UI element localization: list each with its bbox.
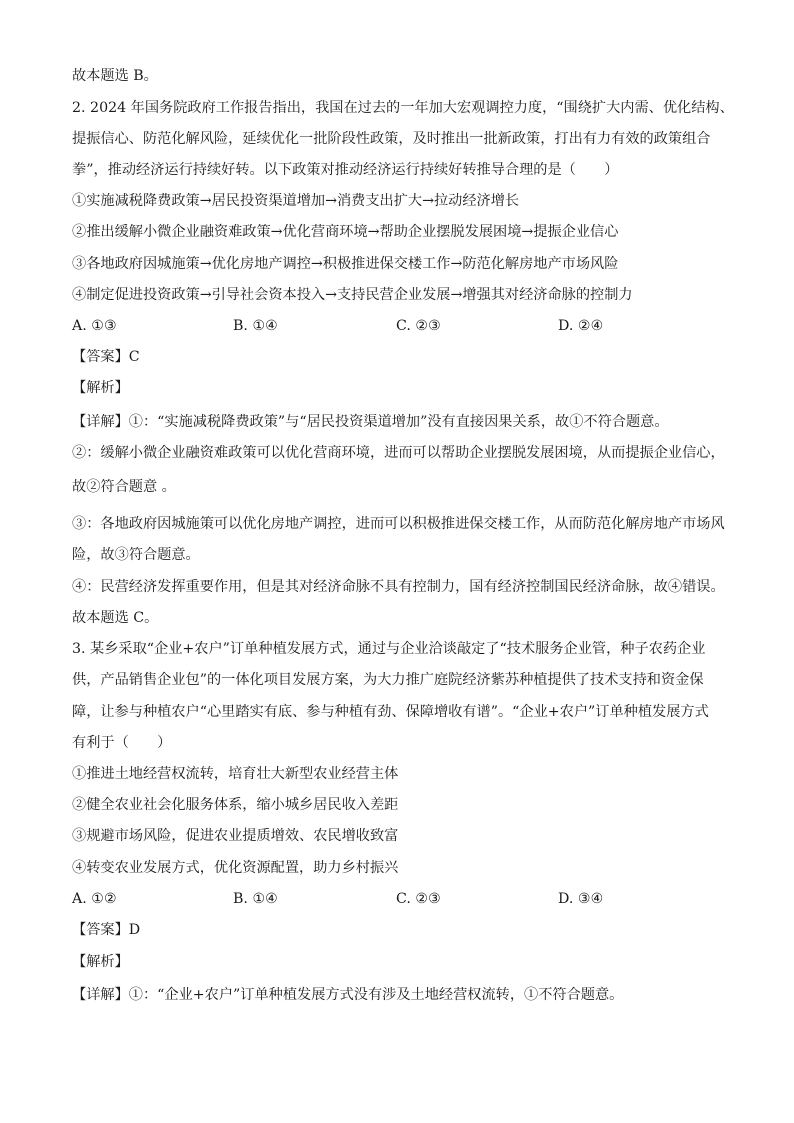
q2-answer [72,347,140,367]
q2-analysis-tag: 【解析】 [72,380,129,396]
q2-option-d: D. ②④ [558,318,604,334]
q2-statement-3: ③各地政府因城施策→优化房地产调控→积极推进保交楼工作→防范化解房地产市场风险 [72,256,619,272]
q3-stem-line-1: 3. 某乡采取“企业+农户”订单种植发展方式，通过与企业洽谈敲定了“技术服务企业管，种子农药企业 [72,641,706,657]
q2-explain-1: 【详解】①：“实施减税降费政策”与“居民投资渠道增加”没有直接因果关系，故①不符合题意。 [72,414,669,430]
answer-value: C [128,349,140,365]
q2-statement-2: ②推出缓解小微企业融资难政策→优化营商环境→帮助企业摆脱发展困境→提振企业信心 [72,224,619,240]
q2-statement-1: ①实施减税降费政策→居民投资渠道增加→消费支出扩大→拉动经济增长 [72,193,520,209]
q3-option-a: A. ①② [72,891,117,907]
q2-option-a: A. ①③ [72,318,117,334]
q2-stem-line-2: 提振信心、防范化解风险，延续优化一批阶段性政策，及时推出一批新政策，打出有力有效的政策组合 [72,131,711,147]
q3-option-c: C. ②③ [396,891,441,907]
q2-explain-2b: 故②符合题意 。 [72,479,176,495]
answer-value: D [128,922,141,938]
q2-explain-3a: ③：各地政府因城施策可以优化房地产调控，进而可以积极推进保交楼工作，从而防范化解房地产市场风 [72,516,725,532]
q2-explain-4: ④：民营经济发挥重要作用，但是其对经济命脉不具有控制力，国有经济控制国民经济命脉，故④错误。 [72,579,725,595]
q2-statement-4: ④制定促进投资政策→引导社会资本投入→支持民营企业发展→增强其对经济命脉的控制力 [72,287,633,303]
answer-tag: 【答案】 [72,922,129,938]
q3-statement-4: ④转变农业发展方式，优化资源配置，助力乡村振兴 [72,860,399,876]
q2-option-b: B. ①④ [233,318,278,334]
answer-tag: 【答案】 [72,349,129,365]
q3-statement-3: ③规避市场风险，促进农业提质增效、农民增收致富 [72,828,399,844]
q2-stem-line-1: 2. 2024 年国务院政府工作报告指出，我国在过去的一年加大宏观调控力度，“围绕扩大内需、优化结构、 [72,100,734,116]
q3-stem-line-4: 有利于（ ） [72,735,172,751]
q3-analysis-tag: 【解析】 [72,954,129,970]
q3-statement-2: ②健全农业社会化服务体系，缩小城乡居民收入差距 [72,797,399,813]
q3-option-d: D. ③④ [558,891,604,907]
q3-statement-1: ①推进土地经营权流转，培育壮大新型农业经营主体 [72,766,399,782]
explain-tag: 【详解】 [72,987,129,1003]
q3-explain-1: 【详解】①：“企业+农户”订单种植发展方式没有涉及土地经营权流转，①不符合题意。 [72,987,624,1003]
q2-option-c: C. ②③ [396,318,441,334]
q3-stem-line-2: 供，产品销售企业包”的一体化项目发展方案，为大力推广庭院经济紫苏种植提供了技术支持和资金保 [72,672,704,688]
q3-answer [72,920,140,940]
q2-conclusion: 故本题选 C。 [72,610,159,626]
explain-tag: 【详解】 [72,414,129,430]
q2-explain-2a: ②：缓解小微企业融资难政策可以优化营商环境，进而可以帮助企业摆脱发展困境，从而提振企业信心， [72,445,725,461]
q2-explain-3b: 险，故③符合题意。 [72,547,200,563]
q3-stem-line-3: 障，让参与种植农户“心里踏实有底、参与种植有劲、保障增收有谱”。“企业+农户”订单种植发展方式 [72,704,709,720]
prev-conclusion: 故本题选 B。 [72,68,158,84]
q3-option-b: B. ①④ [233,891,278,907]
q2-stem-line-3: 拳”，推动经济运行持续好转。以下政策对推动经济运行持续好转推导合理的是（ ） [72,162,619,178]
